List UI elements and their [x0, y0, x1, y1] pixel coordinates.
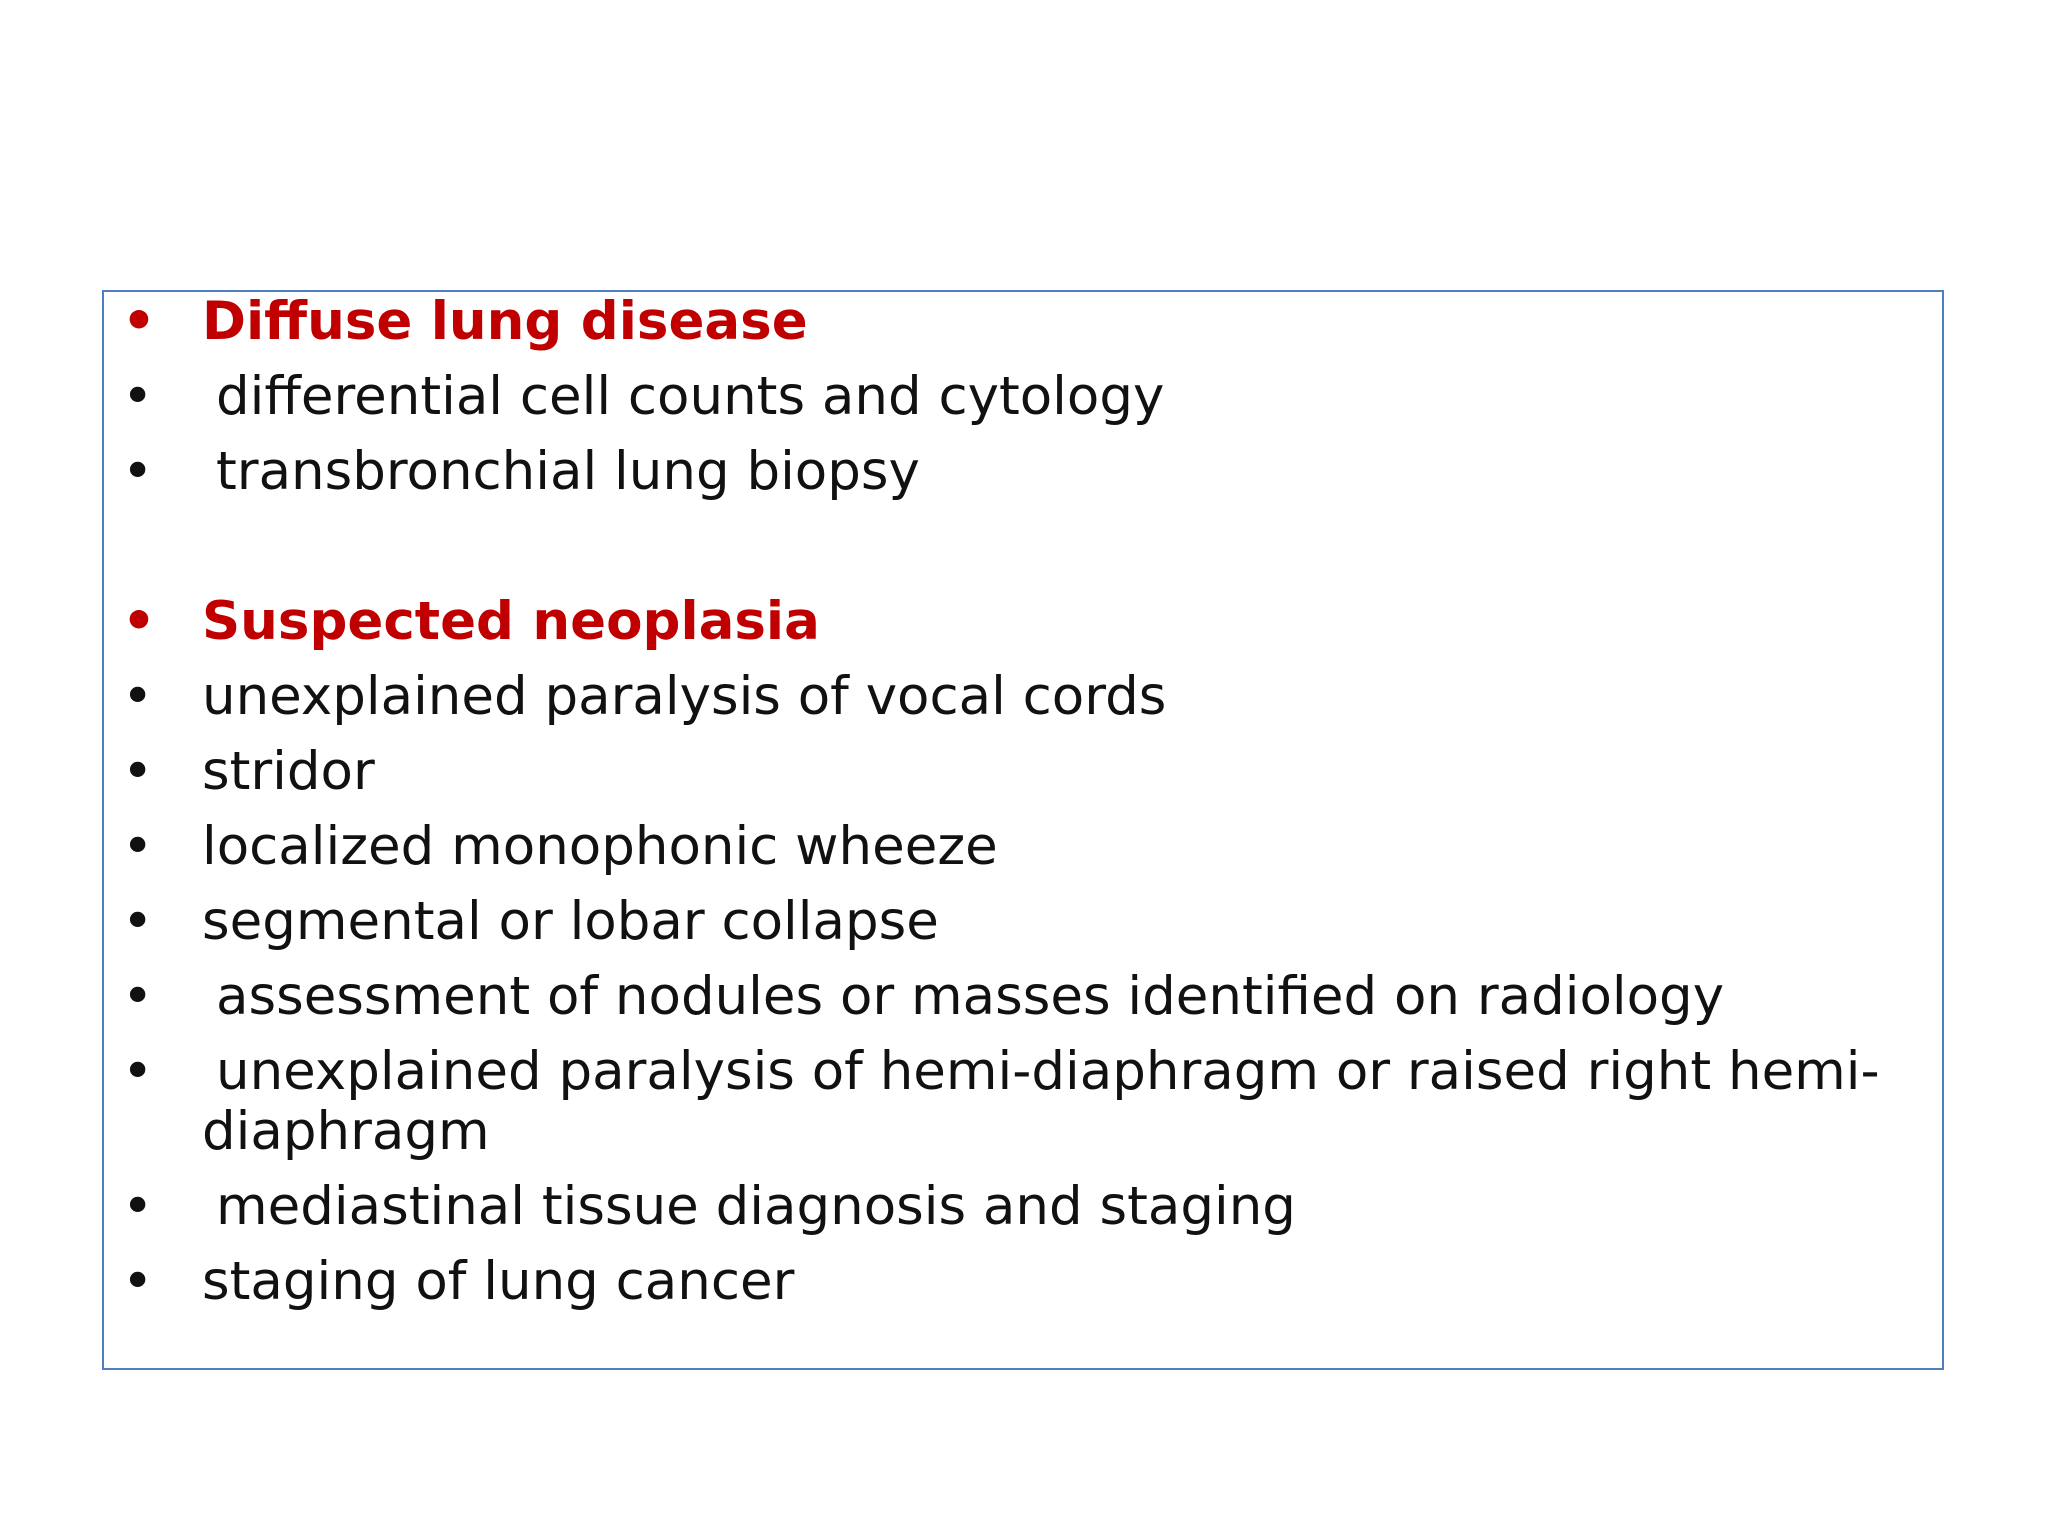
bullet-dot-icon: • [122, 1041, 154, 1102]
bullet-dot-icon: • [122, 1251, 154, 1312]
list-item-label: unexplained paralysis of hemi-diaphragm or raised right hemi-diaphragm [202, 1041, 1880, 1162]
list-item-label: transbronchial lung biopsy [216, 441, 920, 502]
bullet-dot-icon: • [122, 291, 156, 352]
bullet-dot-icon: • [122, 666, 154, 727]
bullet-dot-icon: • [122, 816, 154, 877]
bullet-dot-icon: • [122, 741, 154, 802]
list-item-label: assessment of nodules or masses identified on radiology [216, 966, 1725, 1027]
section-heading-label: Suspected neoplasia [202, 591, 820, 652]
list-item-label: segmental or lobar collapse [202, 891, 939, 952]
list-item-label: localized monophonic wheeze [202, 816, 998, 877]
section-heading-label: Diffuse lung disease [202, 291, 808, 352]
list-item-label: stridor [202, 741, 375, 802]
list-item-label: staging of lung cancer [202, 1251, 795, 1312]
list-item-label: unexplained paralysis of vocal cords [202, 666, 1167, 727]
bullet-dot-icon: • [122, 591, 156, 652]
content-box [102, 290, 1944, 1370]
bullet-dot-icon: • [122, 441, 154, 502]
list-item-label: mediastinal tissue diagnosis and staging [216, 1176, 1296, 1237]
bullet-dot-icon: • [122, 366, 154, 427]
bullet-dot-icon: • [122, 1176, 154, 1237]
bullet-dot-icon: • [122, 891, 154, 952]
list-item-label: differential cell counts and cytology [216, 366, 1165, 427]
bullet-dot-icon: • [122, 966, 154, 1027]
